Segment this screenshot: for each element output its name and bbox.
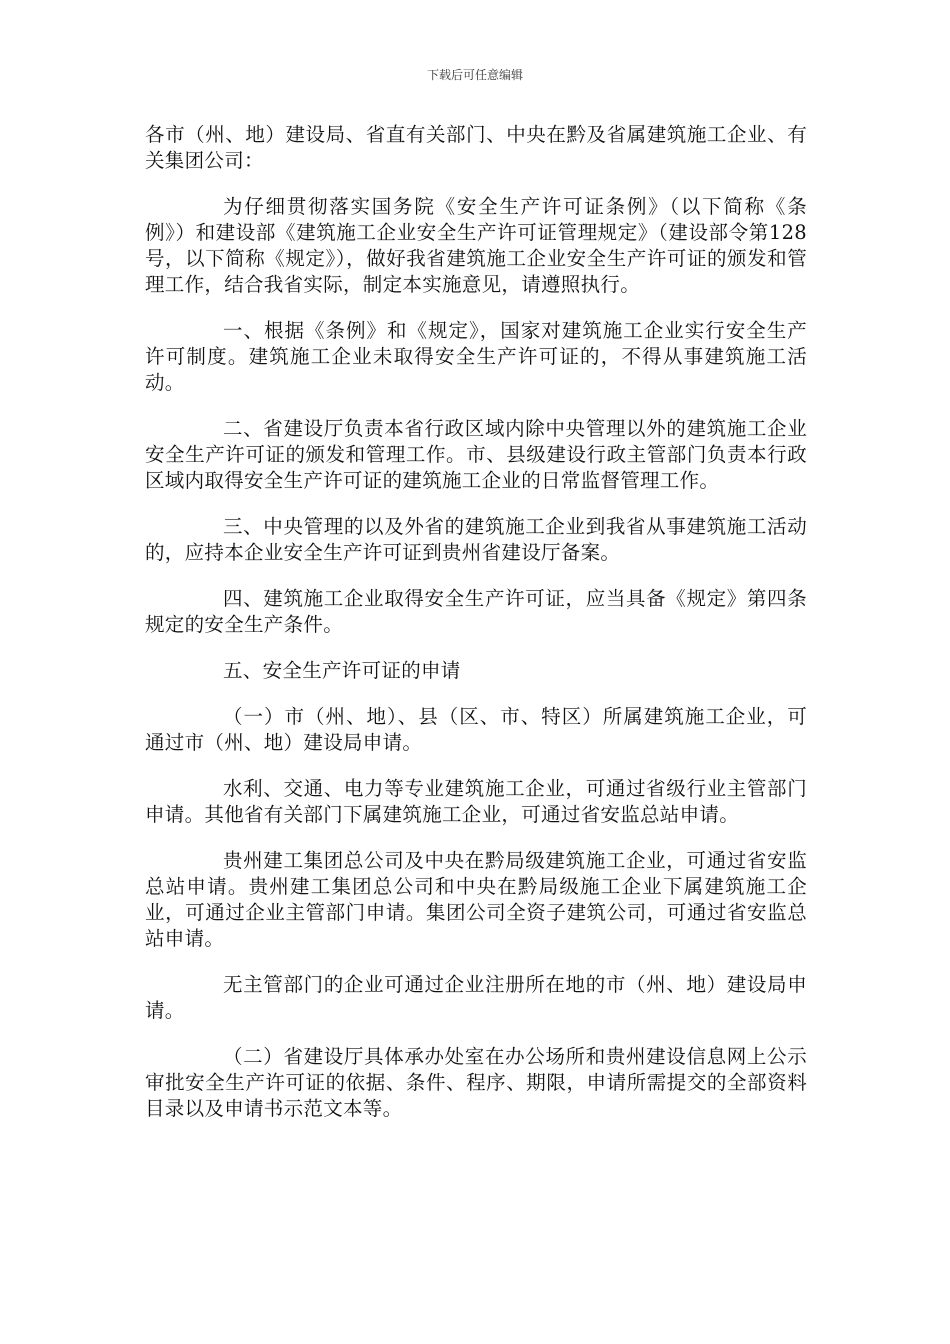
paragraph-5-2: （二）省建设厅具体承办处室在办公场所和贵州建设信息网上公示审批安全生产许可证的依据、条件、程序、期限，申请所需提交的全部资料目录以及申请书示范文本等。 (145, 1045, 807, 1120)
paragraph-intro: 为仔细贯彻落实国务院《安全生产许可证条例》（以下简称《条例》）和建设部《建筑施工企业安全生产许可证管理规定》（建设部令第128号，以下简称《规定》），做好我省建筑施工企业安全生产许可证的颁发和管理工作，结合我省实际，制定本实施意见，请遵照执行。 (145, 195, 807, 296)
paragraph-5-1: （一）市（州、地）、县（区、市、特区）所属建筑施工企业，可通过市（州、地）建设局申请。 (145, 705, 807, 754)
paragraph-5-1-b: 水利、交通、电力等专业建筑施工企业，可通过省级行业主管部门申请。其他省有关部门下属建筑施工企业，可通过省安监总站申请。 (145, 777, 807, 826)
paragraph-3: 三、中央管理的以及外省的建筑施工企业到我省从事建筑施工活动的，应持本企业安全生产许可证到贵州省建设厅备案。 (145, 515, 807, 564)
paragraph-2: 二、省建设厅负责本省行政区域内除中央管理以外的建筑施工企业安全生产许可证的颁发和管理工作。市、县级建设行政主管部门负责本行政区域内取得安全生产许可证的建筑施工企业的日常监督管理工作。 (145, 417, 807, 492)
document-body (145, 122, 807, 1142)
section-heading-5: 五、安全生产许可证的申请 (223, 659, 461, 682)
paragraph-5-1-d: 无主管部门的企业可通过企业注册所在地的市（州、地）建设局申请。 (145, 973, 807, 1022)
paragraph-5-1-c: 贵州建工集团总公司及中央在黔局级建筑施工企业，可通过省安监总站申请。贵州建工集团总公司和中央在黔局级施工企业下属建筑施工企业，可通过企业主管部门申请。集团公司全资子建筑公司，可通过省安监总站申请。 (145, 849, 807, 950)
page-header: 下载后可任意编辑 (426, 68, 523, 82)
paragraph-4: 四、建筑施工企业取得安全生产许可证，应当具备《规定》第四条规定的安全生产条件。 (145, 587, 807, 636)
salutation: 各市（州、地）建设局、省直有关部门、中央在黔及省属建筑施工企业、有关集团公司： (145, 123, 807, 172)
paragraph-1: 一、根据《条例》和《规定》，国家对建筑施工企业实行安全生产许可制度。建筑施工企业未取得安全生产许可证的，不得从事建筑施工活动。 (145, 319, 807, 394)
